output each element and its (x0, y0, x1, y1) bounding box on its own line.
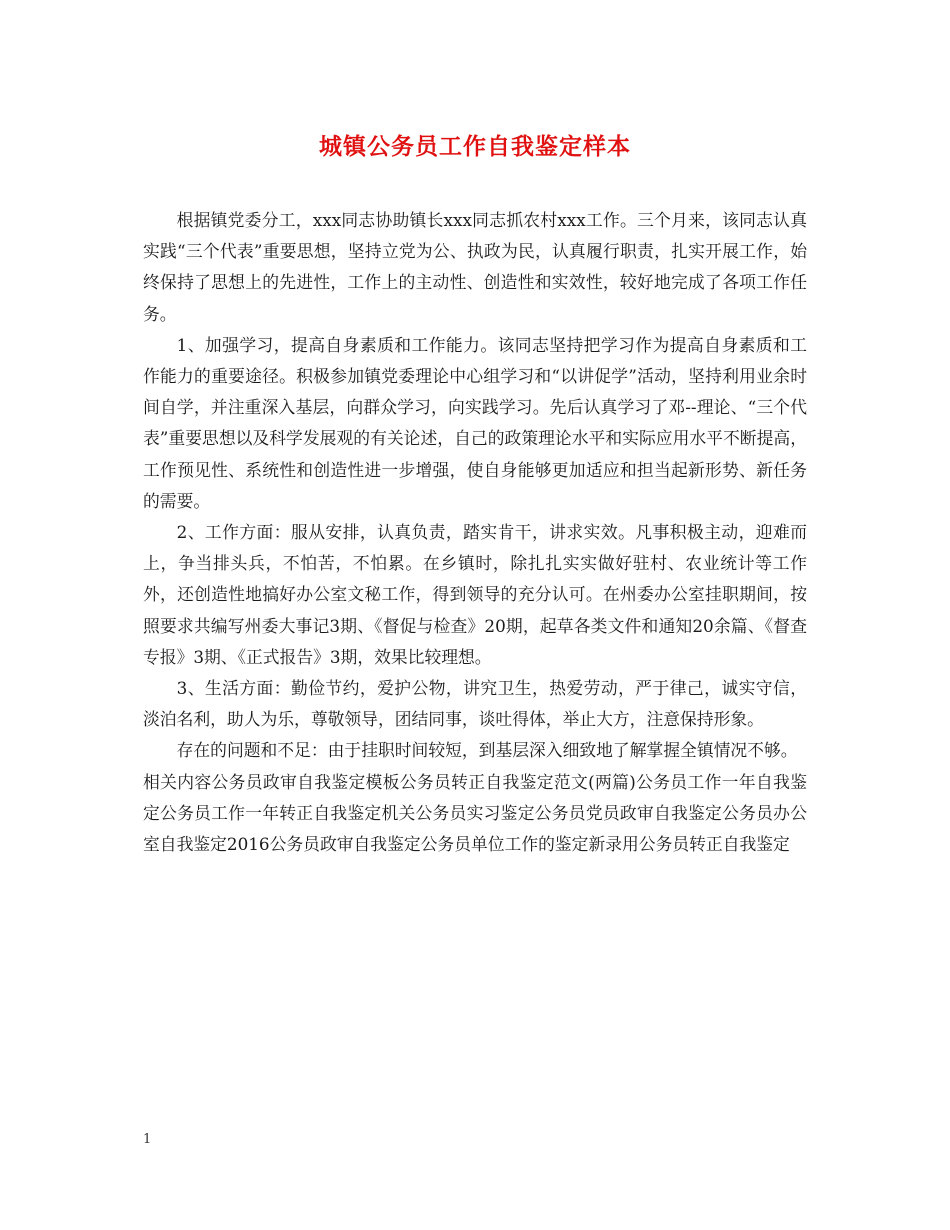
problems-paragraph: 存在的问题和不足：由于挂职时间较短，到基层深入细致地了解掌握全镇情况不够。 (176, 740, 798, 761)
intro-paragraph: 根据镇党委分工，xxx同志协助镇长xxx同志抓农村xxx工作。三个月来，该同志认真实践“三个代表”重要思想，坚持立党为公、执政为民，认真履行职责，扎实开展工作，始终保持了思想上的先进性，工作上的主动性、创造性和实效性，较好地完成了各项工作任务。 (143, 210, 807, 324)
document-title: 城镇公务员工作自我鉴定样本 (319, 133, 631, 160)
study-paragraph: 1、加强学习，提高自身素质和工作能力。该同志坚持把学习作为提高自身素质和工作能力的重要途径。积极参加镇党委理论中心组学习和“以讲促学”活动，坚持利用业余时间自学，并注重深入基层，向群众学习，向实践学习。先后认真学习了邓--理论、“三个代表”重要思想以及科学发展观的有关论述，自己的政策理论水平和实际应用水平不断提高，工作预见性、系统性和创造性进一步增强，使自身能够更加适应和担当起新形势、新任务的需要。 (143, 334, 807, 511)
document-body (143, 205, 807, 860)
life-paragraph: 3、生活方面：勤俭节约，爱护公物，讲究卫生，热爱劳动，严于律己，诚实守信，淡泊名利，助人为乐，尊敬领导，团结同事，谈吐得体，举止大方，注意保持形象。 (143, 678, 807, 730)
page-number: 1 (143, 1132, 152, 1147)
related-content: 相关内容公务员政审自我鉴定模板公务员转正自我鉴定范文(两篇)公务员工作一年自我鉴定公务员工作一年转正自我鉴定机关公务员实习鉴定公务员党员政审自我鉴定公务员办公室自我鉴定2016公务员政审自我鉴定公务员单位工作的鉴定新录用公务员转正自我鉴定 (143, 771, 807, 855)
work-paragraph: 2、工作方面：服从安排，认真负责，踏实肯干，讲求实效。凡事积极主动，迎难而上，争当排头兵，不怕苦，不怕累。在乡镇时，除扎扎实实做好驻村、农业统计等工作外，还创造性地搞好办公室文秘工作，得到领导的充分认可。在州委办公室挂职期间，按照要求共编写州委大事记3期、《督促与检查》20期，起草各类文件和通知20余篇、《督查专报》3期、《正式报告》3期，效果比较理想。 (143, 522, 807, 667)
